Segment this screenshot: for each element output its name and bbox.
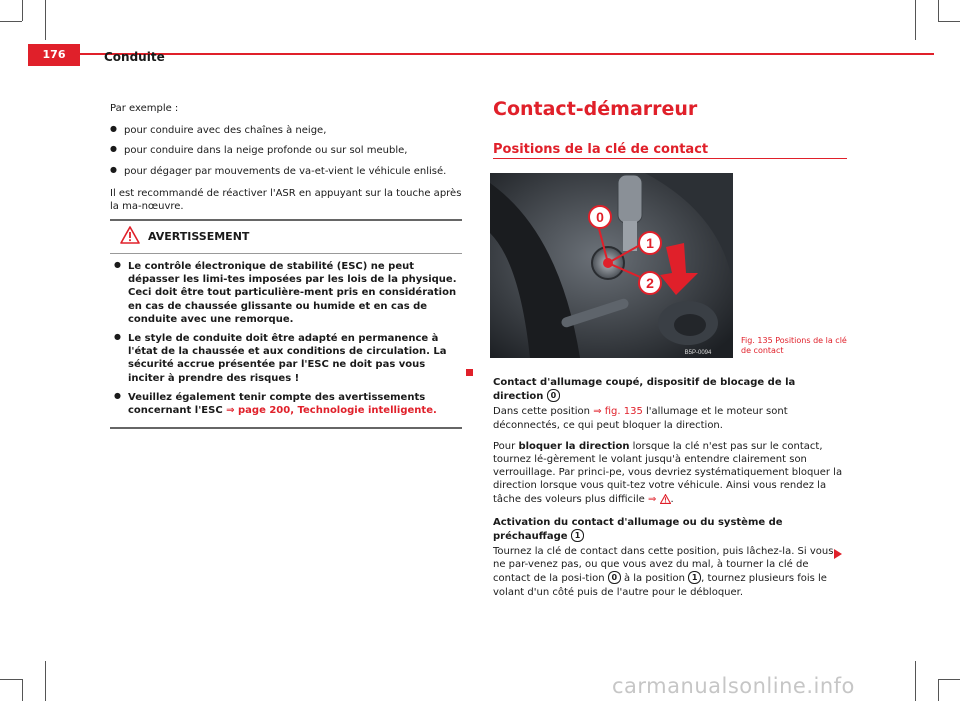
figure-ignition-key	[490, 173, 733, 358]
subsection-title: Positions de la clé de contact	[493, 142, 709, 157]
figure-code: B5P-0094	[684, 350, 712, 356]
intro-text: Par exemple :	[110, 103, 179, 114]
svg-text:2: 2	[646, 275, 654, 291]
figure-caption: Fig. 135 Positions de la clé de contact	[741, 336, 847, 356]
warning-list	[110, 260, 462, 417]
paragraph	[493, 545, 847, 599]
paragraph-heading	[493, 516, 847, 543]
crop-mark	[45, 661, 46, 701]
warning-header	[110, 221, 462, 254]
warning-triangle-icon	[120, 226, 140, 248]
watermark: carmanualsonline.info	[612, 674, 855, 698]
paragraph	[493, 405, 847, 431]
text-span: Dans cette position	[493, 406, 590, 418]
list-item: ● pour conduire dans la neige profonde ou sur sol meuble,	[110, 144, 462, 157]
position-label-2	[639, 272, 661, 294]
subsection-rule	[493, 158, 847, 159]
crop-mark	[938, 679, 939, 701]
position-label-0	[589, 206, 611, 228]
text-span: à la position	[623, 573, 685, 585]
position-badge: 1	[571, 529, 584, 542]
right-column	[493, 376, 847, 607]
crop-mark	[22, 679, 23, 701]
position-badge: 1	[688, 571, 701, 584]
text-span: l'allumage et le moteur sont déconnectés, ce qui peut bloquer la direction.	[493, 406, 788, 431]
ignition-illustration	[490, 173, 733, 358]
heading-text: Contact d'allumage coupé, dispositif de blocage de la direction	[493, 377, 796, 403]
svg-text:0: 0	[596, 209, 604, 225]
text-span: , tournez plusieurs fois le volant d'un côté puis de l'autre pour le débloquer.	[493, 573, 827, 598]
continue-arrow-icon	[834, 549, 842, 559]
bold-text: bloquer la direction	[518, 440, 630, 452]
position-badge: 0	[547, 389, 560, 402]
warning-box	[110, 219, 462, 429]
crop-mark	[0, 21, 22, 22]
section-end-marker	[466, 369, 473, 376]
crop-mark	[0, 679, 22, 680]
text-span: Tournez la clé de contact dans cette position, puis lâchez-la. Si vous ne par-venez pas, ou que vous avez du mal, à tourner la clé de contact de la posi-tion	[493, 546, 834, 585]
heading-text: Activation du contact d'allumage ou du système de préchauffage	[493, 516, 783, 542]
list-item: ● pour conduire avec des chaînes à neige,	[110, 124, 462, 137]
text-span: lorsque la clé n'est pas sur le contact, tournez lé-gèrement le volant jusqu'à entendre clairement son verrouillage. Par princi-pe, vous devriez systématiquement bloquer la direction lorsque vous quit-tez votre véhicule. Ainsi vous rendez la tâche des voleurs plus difficile	[493, 440, 843, 505]
text-span: Pour	[493, 440, 516, 452]
left-column	[110, 102, 462, 222]
arrow-text: ⇒	[647, 493, 657, 505]
svg-text:1: 1	[646, 235, 654, 251]
crop-mark	[22, 0, 23, 21]
page-number: 176	[28, 44, 80, 66]
figure-link[interactable]: ⇒ fig. 135	[593, 406, 643, 418]
warning-item-text: Veuillez également tenir compte des avertissements concernant l'ESC	[128, 391, 426, 416]
warning-link[interactable]	[648, 494, 671, 505]
crop-mark	[915, 661, 916, 701]
list-item: ● pour dégager par mouvements de va-et-vient le véhicule enlisé.	[110, 165, 462, 178]
recommendation-text: Il est recommandé de réactiver l'ASR en appuyant sur la touche après la ma-nœuvre.	[110, 187, 462, 212]
warning-item	[114, 391, 458, 417]
warning-title: AVERTISSEMENT	[148, 229, 250, 243]
crop-mark	[938, 0, 939, 21]
warning-item: ● Le style de conduite doit être adapté en permanence à l'état de la chaussée et aux conditions de circulation. La sécurité accrue présentée par l'ESC ne doit pas vous inciter à prendre des risques !	[114, 332, 458, 385]
page-link[interactable]: ⇒ page 200, Technologie intelligente.	[226, 404, 437, 416]
chapter-title: Conduite	[104, 50, 165, 64]
crop-mark	[938, 21, 960, 22]
warning-item: ● Le contrôle électronique de stabilité (ESC) ne peut dépasser les limi-tes imposées par les lois de la physique. Ceci doit être tout particulière-ment pris en considération en cas de chaussée glissante ou humide et en cas de conduite avec une remorque.	[114, 260, 458, 326]
paragraph: Pour bloquer la direction lorsque la clé n'est pas sur le contact, tournez lé-gèrement le volant jusqu'à entendre clairement son verrouillage. Par princi-pe, vous devriez systématiquement bloquer la direction lorsque vous quit-tez votre véhicule. Ainsi vous rendez la tâche des voleurs plus difficile ⇒ .	[493, 440, 847, 508]
section-title: Contact-démarreur	[493, 98, 698, 120]
crop-mark	[45, 0, 46, 40]
crop-mark	[915, 0, 916, 40]
paragraph-heading	[493, 376, 847, 403]
position-badge: 0	[608, 571, 621, 584]
position-label-1	[639, 232, 661, 254]
crop-mark	[938, 679, 960, 680]
warning-triangle-icon	[660, 494, 671, 508]
example-list	[110, 124, 462, 178]
